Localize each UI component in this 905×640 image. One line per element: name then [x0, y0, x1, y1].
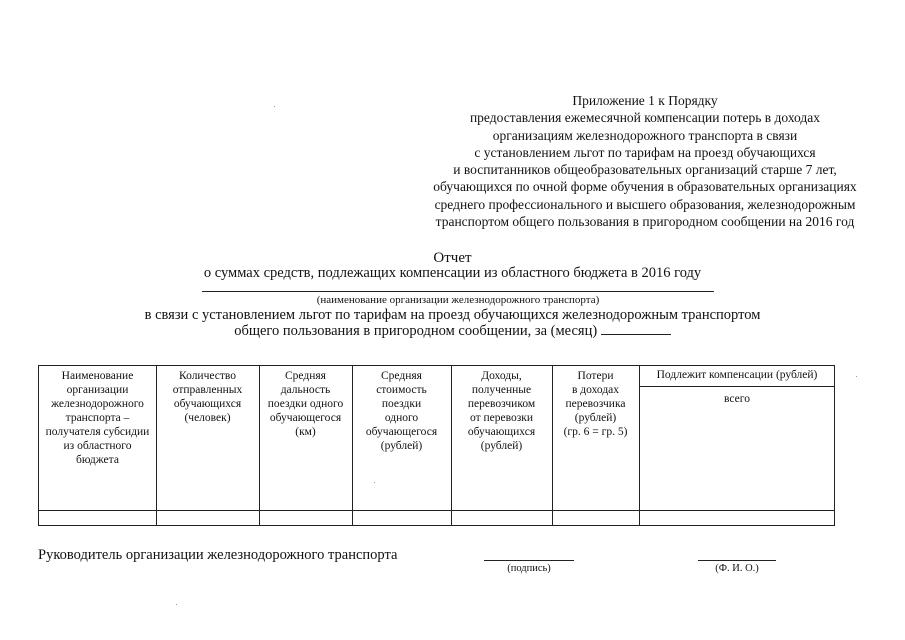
appendix-line: организациям железнодорожного транспорта в связи [492, 127, 798, 143]
compensation-header-divider [639, 386, 835, 387]
data-cell-avg-distance[interactable] [260, 511, 352, 526]
context-line-1: в связи с установлением льгот по тарифам на проезд обучающихся железнодорожным транспортом [144, 307, 761, 323]
month-blank-field[interactable] [601, 322, 671, 335]
data-cell-compensation[interactable] [640, 511, 835, 526]
header-avg-distance: Средняя дальность поездки одного обучающегося (км) [267, 370, 344, 438]
table-column-divider [639, 366, 640, 525]
appendix-line: с установлением льгот по тарифам на проезд обучающихся [474, 144, 816, 160]
report-title: Отчет [433, 250, 472, 266]
context-line-2 [0, 322, 905, 340]
report-subtitle: о суммах средств, подлежащих компенсации из областного бюджета в 2016 году [203, 265, 702, 281]
full-name-caption: (Ф. И. О.) [715, 563, 759, 574]
org-name-caption: (наименование организации железнодорожного транспорта) [316, 294, 600, 306]
context-line-2-text: общего пользования в пригородном сообщении, за (месяц) [234, 323, 598, 339]
data-cell-org-name[interactable] [39, 511, 156, 526]
head-of-organization-label: Руководитель организации железнодорожного транспорта [38, 547, 398, 563]
scan-speck [374, 482, 375, 483]
header-income: Доходы, полученные перевозчиком от перевозки обучающихся (рублей) [467, 370, 536, 452]
appendix-line: Приложение 1 к Порядку [572, 93, 718, 108]
org-name-line[interactable] [202, 291, 714, 292]
data-cell-students-count[interactable] [157, 511, 259, 526]
scan-speck [176, 604, 177, 605]
header-losses: Потери в доходах перевозчика (рублей) (гр. 6 = гр. 5) [563, 370, 628, 438]
header-org-name: Наименование организации железнодорожного транспорта – получателя субсидии из областного бюджета [45, 370, 150, 466]
appendix-line: обучающихся по очной форме обучения в образовательных организациях [433, 179, 857, 195]
data-cell-avg-cost[interactable] [353, 511, 451, 526]
signature-caption: (подпись) [507, 563, 551, 574]
appendix-line: и воспитанников общеобразовательных организаций старше 7 лет, [453, 162, 837, 178]
header-compensation: Подлежит компенсации (рублей) [656, 369, 818, 381]
header-students-count: Количество отправленных обучающихся (человек) [172, 370, 243, 424]
scan-speck [274, 106, 275, 107]
data-cell-income[interactable] [452, 511, 552, 526]
header-avg-cost: Средняя стоимость поездки одного обучающегося (рублей) [365, 370, 438, 452]
signature-line[interactable] [484, 560, 574, 561]
full-name-line[interactable] [698, 560, 776, 561]
report-table [38, 365, 835, 526]
appendix-line: среднего профессионального и высшего образования, железнодорожным [434, 196, 856, 212]
scan-speck [856, 376, 857, 377]
appendix-header [375, 92, 905, 230]
appendix-line: предоставления ежемесячной компенсации потерь в доходах [469, 110, 821, 126]
header-compensation-total: всего [724, 393, 750, 405]
data-cell-losses[interactable] [553, 511, 639, 526]
appendix-line: транспортом общего пользования в пригородном сообщении на 2016 год [435, 214, 855, 230]
